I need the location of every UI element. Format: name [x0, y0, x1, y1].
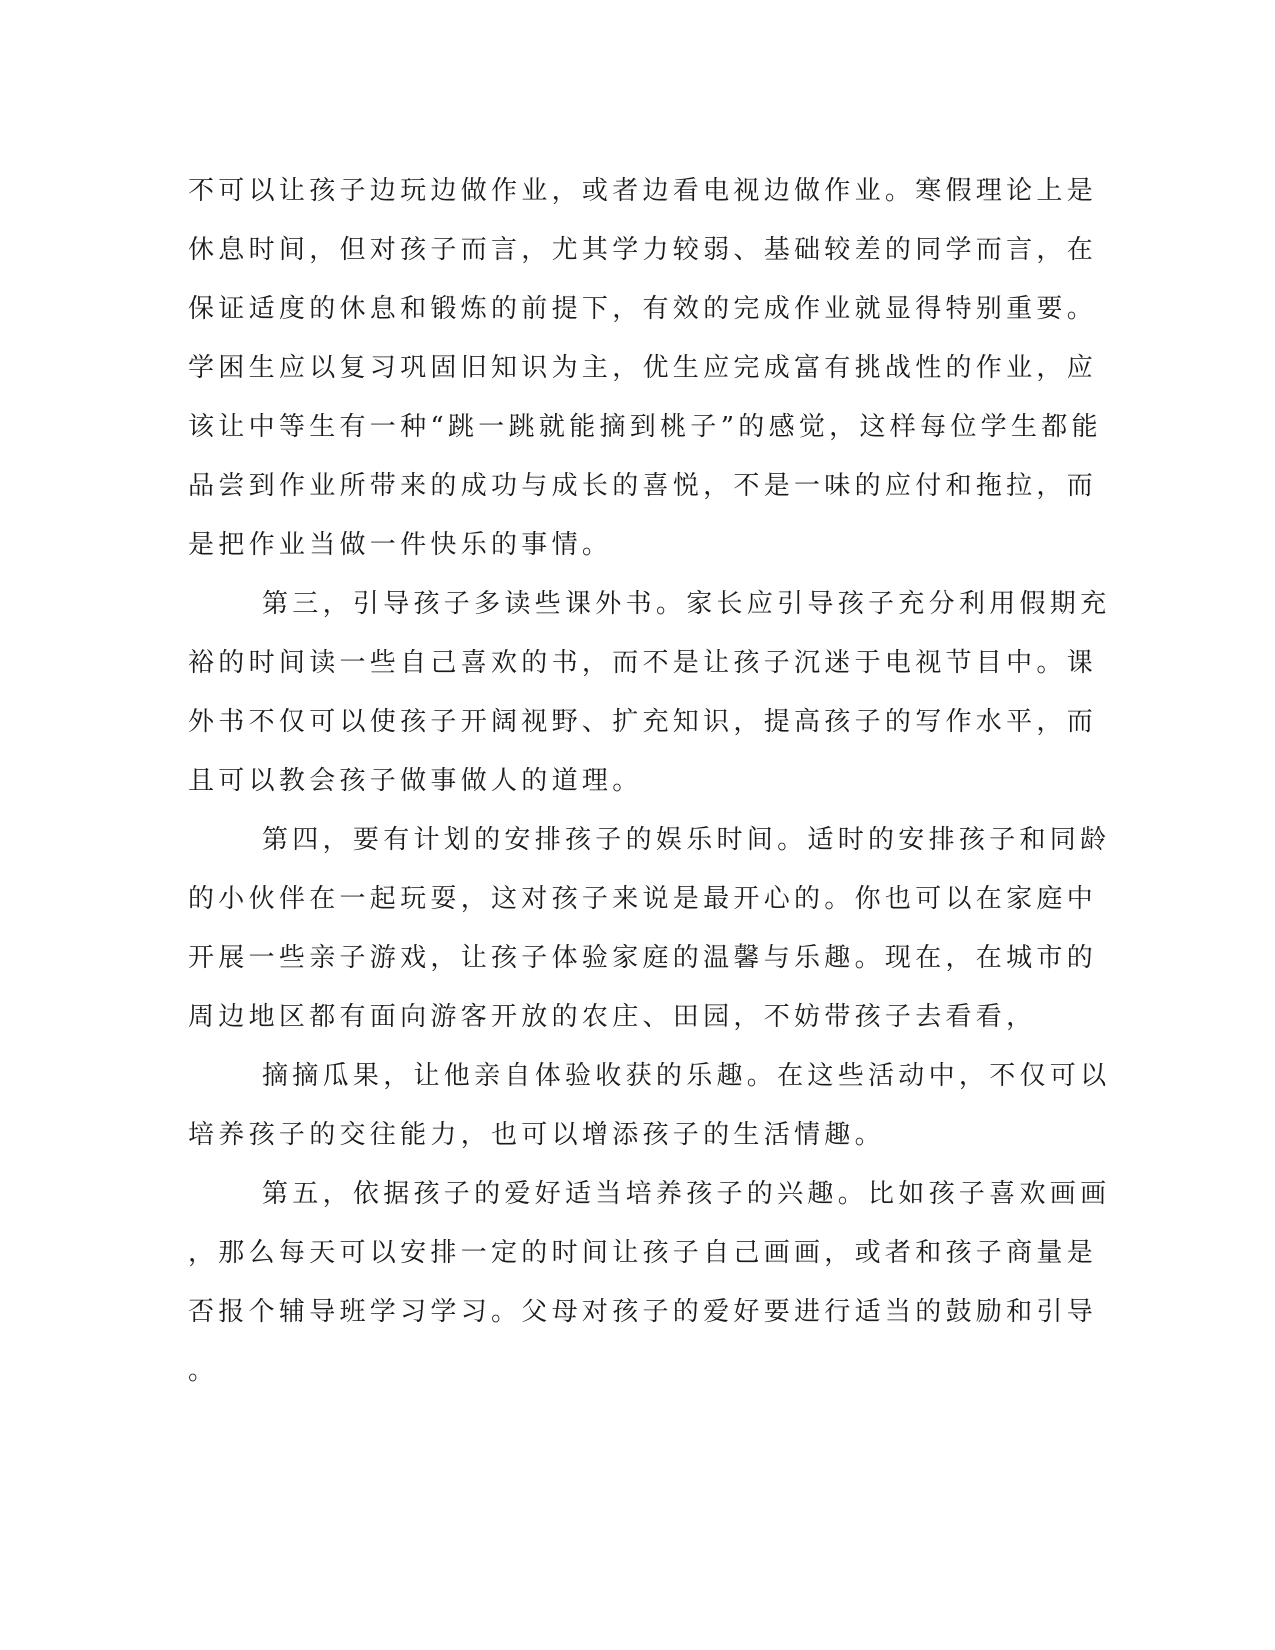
- text-line: 否报个辅导班学习学习。父母对孩子的爱好要进行适当的鼓励和引导: [188, 1297, 1098, 1327]
- body-text: [188, 162, 1111, 1401]
- text-line: 品尝到作业所带来的成功与成长的喜悦，不是一味的应付和拖拉，而: [188, 471, 1098, 501]
- text-line: 休息时间，但对孩子而言，尤其学力较弱、基础较差的同学而言，在: [188, 235, 1098, 265]
- text-line: ，那么每天可以安排一定的时间让孩子自己画画，或者和孩子商量是: [188, 1238, 1098, 1268]
- paragraph-start-line: 第四，要有计划的安排孩子的娱乐时间。适时的安排孩子和同龄: [262, 825, 1111, 855]
- paragraph-start-line: 第五，依据孩子的爱好适当培养孩子的兴趣。比如孩子喜欢画画: [262, 1179, 1111, 1209]
- text-line: 不可以让孩子边玩边做作业，或者边看电视边做作业。寒假理论上是: [188, 176, 1098, 206]
- text-line: 的小伙伴在一起玩耍，这对孩子来说是最开心的。你也可以在家庭中: [188, 884, 1098, 914]
- text-line: 且可以教会孩子做事做人的道理。: [188, 766, 643, 796]
- paragraph-start-line: 摘摘瓜果，让他亲自体验收获的乐趣。在这些活动中，不仅可以: [262, 1061, 1111, 1091]
- text-line: 是把作业当做一件快乐的事情。: [188, 530, 613, 560]
- text-line: 周边地区都有面向游客开放的农庄、田园，不妨带孩子去看看，: [188, 1002, 1037, 1032]
- text-line: 外书不仅可以使孩子开阔视野、扩充知识，提高孩子的写作水平，而: [188, 707, 1098, 737]
- text-line: 开展一些亲子游戏，让孩子体验家庭的温馨与乐趣。现在，在城市的: [188, 943, 1098, 973]
- text-line: 保证适度的休息和锻炼的前提下，有效的完成作业就显得特别重要。: [188, 294, 1098, 324]
- text-line: 培养孩子的交往能力，也可以增添孩子的生活情趣。: [188, 1120, 885, 1150]
- text-line: 。: [188, 1356, 219, 1386]
- text-line: 该让中等生有一种“跳一跳就能摘到桃子”的感觉，这样每位学生都能: [188, 412, 1102, 442]
- text-line: 裕的时间读一些自己喜欢的书，而不是让孩子沉迷于电视节目中。课: [188, 648, 1098, 678]
- text-line: 学困生应以复习巩固旧知识为主，优生应完成富有挑战性的作业，应: [188, 353, 1098, 383]
- paragraph-start-line: 第三，引导孩子多读些课外书。家长应引导孩子充分利用假期充: [262, 589, 1111, 619]
